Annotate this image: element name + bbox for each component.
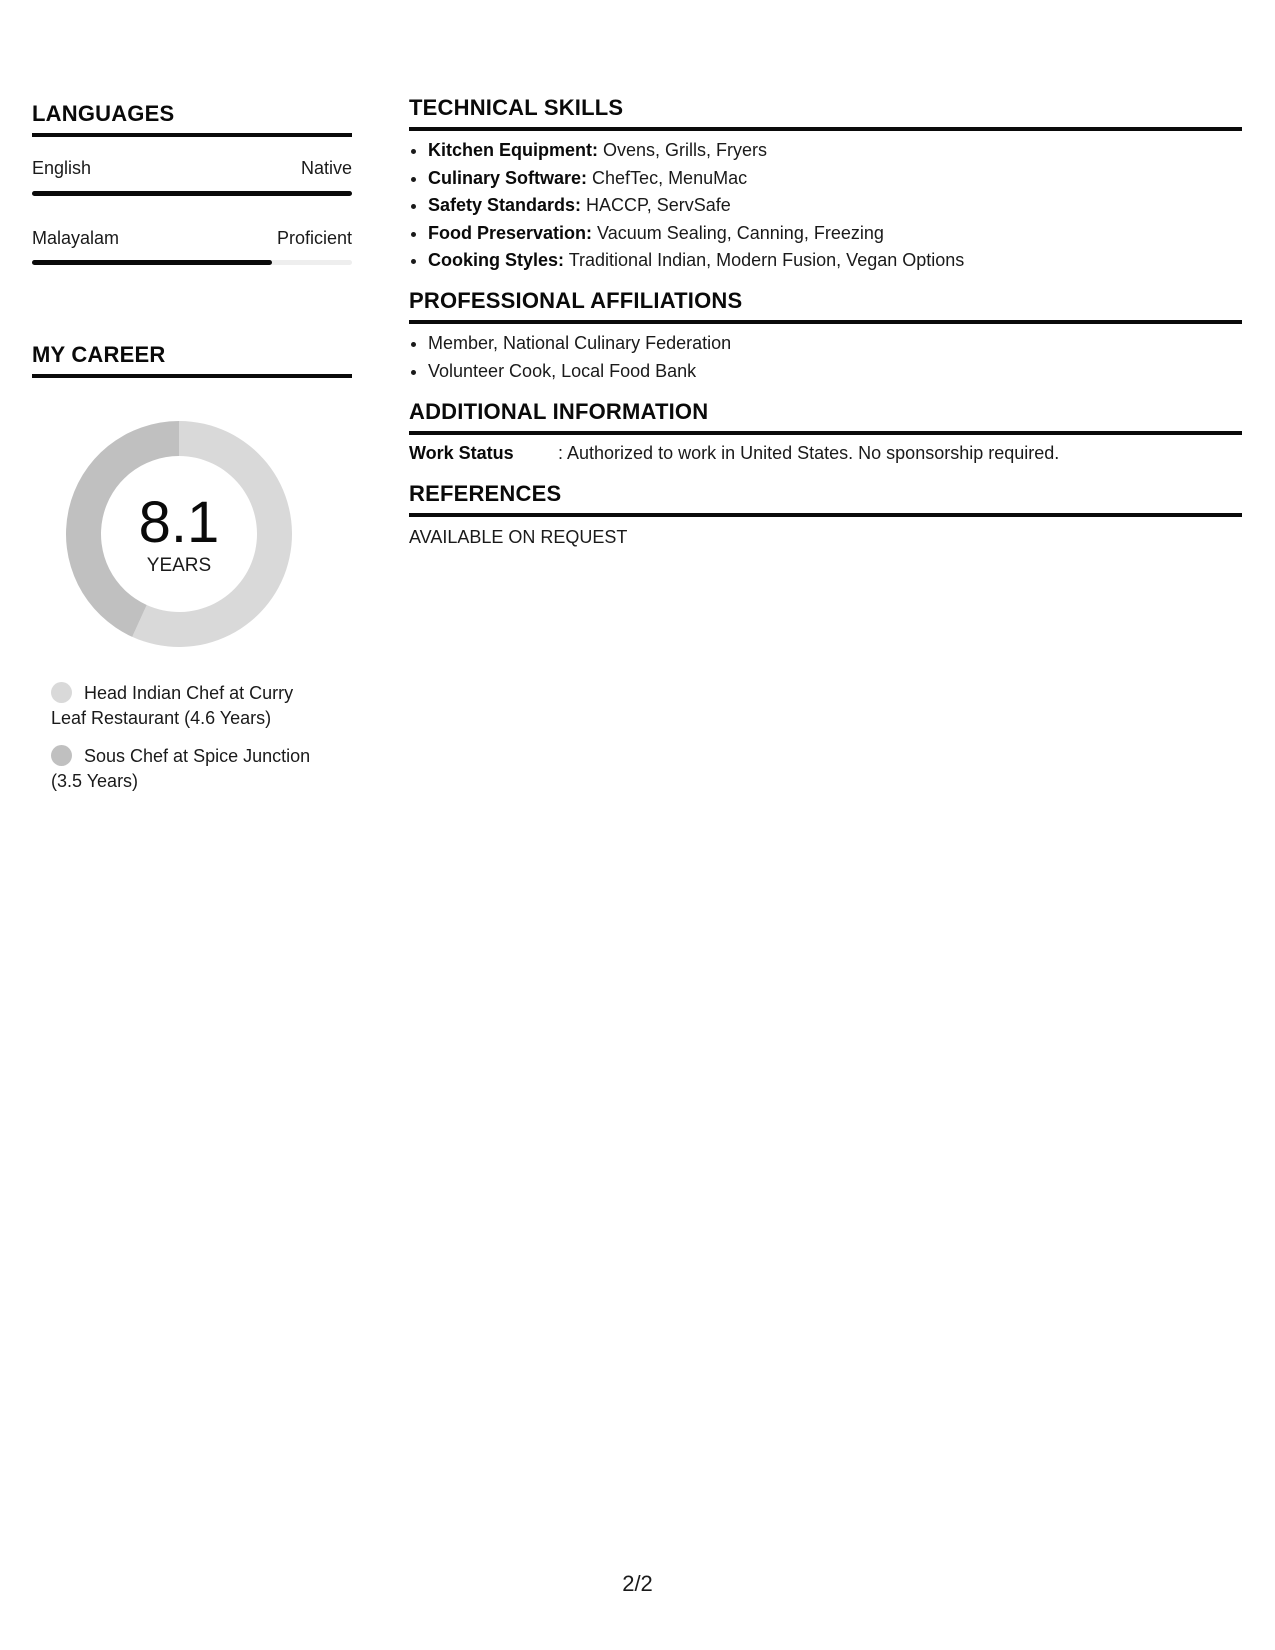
legend-label: Head Indian Chef at Curry Leaf Restaurant (4.6 Years): [51, 683, 294, 728]
career-legend: [51, 681, 321, 807]
skill-label: Kitchen Equipment:: [428, 140, 598, 160]
list-item: • Member, National Culinary Federation: [428, 330, 1242, 358]
affiliations-heading: PROFESSIONAL AFFILIATIONS: [409, 288, 1242, 324]
references-heading: REFERENCES: [409, 481, 1242, 517]
legend-dot-icon: [51, 745, 72, 766]
career-total-unit: YEARS: [146, 555, 212, 576]
additional-info-heading: ADDITIONAL INFORMATION: [409, 399, 1242, 435]
language-name: English: [32, 158, 92, 178]
list-item: [428, 137, 1242, 165]
language-bar-fill: [32, 260, 272, 265]
work-status-row: [409, 443, 1242, 467]
skill-value: ChefTec, MenuMac: [587, 167, 748, 188]
skill-label: Food Preservation:: [428, 222, 593, 243]
skill-label: Cooking Styles:: [428, 250, 565, 270]
technical-skills-list: [409, 137, 1242, 275]
list-item: [428, 220, 1242, 248]
skill-label: Culinary Software:: [428, 167, 588, 188]
career-donut-chart: [66, 421, 292, 647]
languages-heading: LANGUAGES: [32, 101, 352, 137]
legend-item: [51, 681, 321, 731]
language-bar-fill: [32, 191, 352, 196]
skill-label: Safety Standards:: [428, 195, 582, 215]
legend-item: [51, 744, 321, 794]
technical-skills-section: [409, 95, 1242, 275]
references-text: AVAILABLE ON REQUEST: [409, 527, 628, 547]
language-bar-malayalam: [32, 260, 352, 265]
career-heading: MY CAREER: [32, 342, 352, 378]
legend-label: Sous Chef at Spice Junction (3.5 Years): [51, 746, 311, 791]
page-number: 2/2: [622, 1571, 653, 1596]
list-item: [428, 192, 1242, 220]
technical-skills-heading: TECHNICAL SKILLS: [409, 95, 1242, 131]
language-level: Native: [300, 158, 352, 178]
list-item: [428, 247, 1242, 275]
skill-value: Traditional Indian, Modern Fusion, Vegan Options: [564, 250, 965, 270]
work-status-value: : Authorized to work in United States. No sponsorship required.: [558, 443, 1060, 463]
language-level: Proficient: [276, 228, 352, 248]
skill-value: Vacuum Sealing, Canning, Freezing: [592, 222, 884, 243]
references-section: [409, 481, 1242, 548]
skill-value: HACCP, ServSafe: [581, 195, 731, 215]
language-bar-english: [32, 191, 352, 196]
list-item: [428, 165, 1242, 193]
career-total-value: 8.1: [138, 490, 220, 555]
legend-dot-icon: [51, 682, 72, 703]
language-name: Malayalam: [32, 228, 120, 248]
additional-info-section: [409, 399, 1242, 467]
skill-value: Ovens, Grills, Fryers: [598, 140, 768, 160]
affiliations-list: [409, 330, 1242, 385]
work-status-label: Work Status: [409, 443, 514, 463]
affiliations-section: [409, 288, 1242, 385]
list-item: • Volunteer Cook, Local Food Bank: [428, 358, 1242, 386]
